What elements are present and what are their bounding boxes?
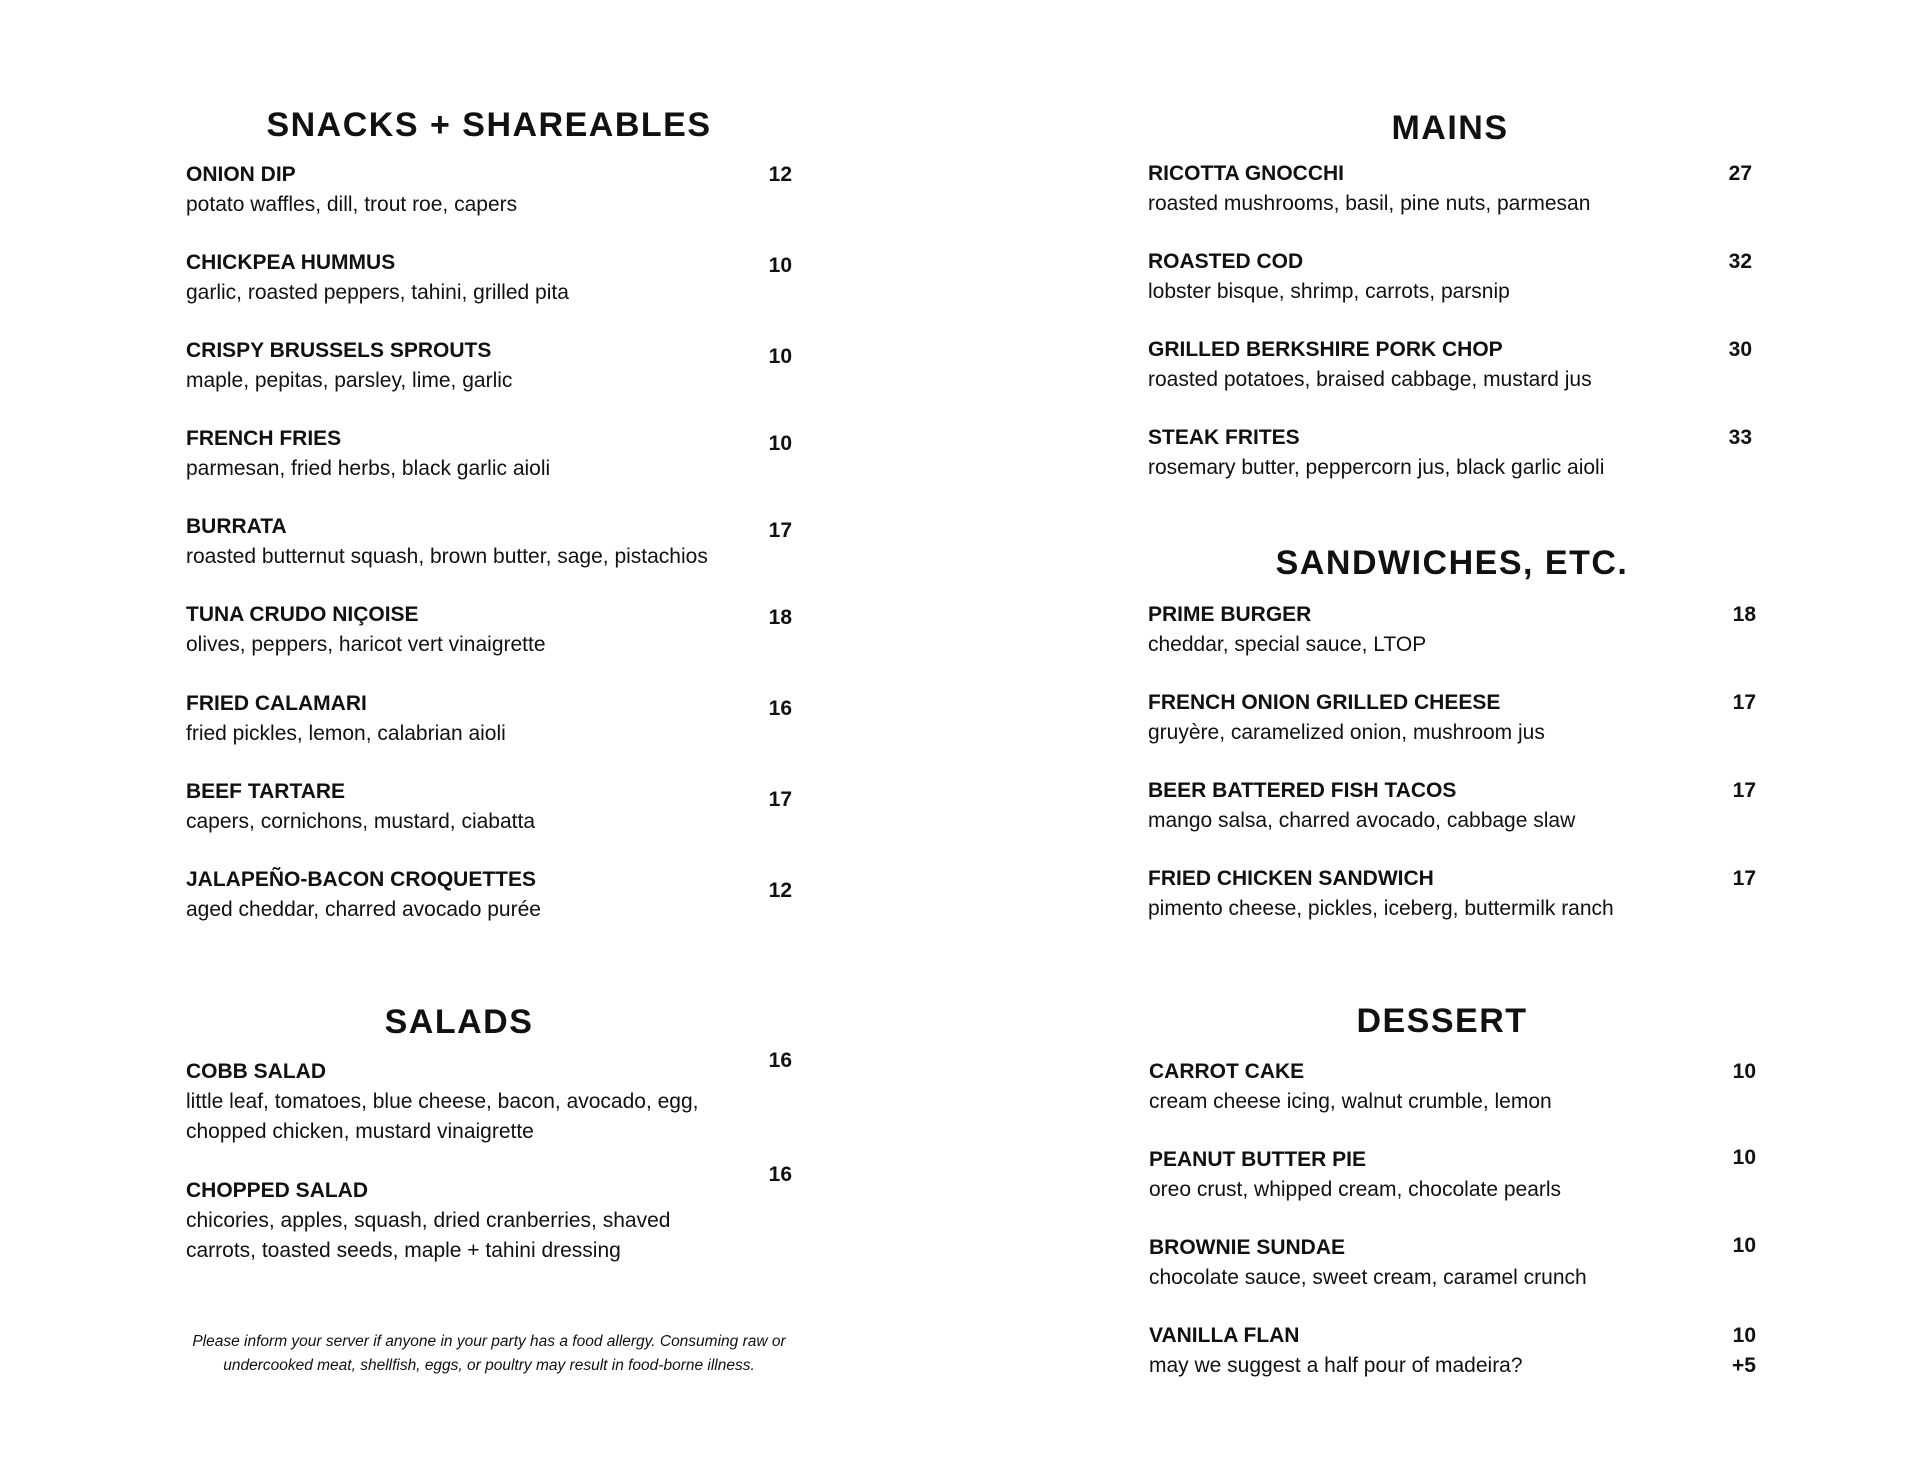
item-name: BROWNIE SUNDAE	[1149, 1236, 1346, 1259]
item-price: 10	[768, 432, 792, 455]
section-title-snacks: SNACKS + SHAREABLES	[266, 106, 712, 144]
item-price: 10	[1732, 1060, 1756, 1083]
item-name: CRISPY BRUSSELS SPROUTS	[186, 339, 492, 362]
item-price: 17	[768, 519, 792, 542]
item-name: RICOTTA GNOCCHI	[1148, 162, 1344, 185]
item-price: 10	[1732, 1234, 1756, 1257]
item-description: roasted potatoes, braised cabbage, mustard jus	[1148, 368, 1592, 391]
item-price: 33	[1728, 426, 1752, 449]
item-price: 18	[1732, 603, 1756, 626]
item-description: cheddar, special sauce, LTOP	[1148, 633, 1427, 656]
item-price: 10	[768, 345, 792, 368]
item-description: cream cheese icing, walnut crumble, lemon	[1149, 1090, 1552, 1113]
allergy-disclaimer: Please inform your server if anyone in your party has a food allergy. Consuming raw or undercooked meat, shellfish, eggs, or poultry may result in food-borne illness.	[192, 1333, 786, 1374]
item-description: little leaf, tomatoes, blue cheese, bacon, avocado, egg, chopped chicken, mustard vinaigrette	[186, 1090, 699, 1143]
item-description: capers, cornichons, mustard, ciabatta	[186, 810, 536, 833]
item-description: pimento cheese, pickles, iceberg, buttermilk ranch	[1148, 897, 1614, 920]
item-name: FRENCH ONION GRILLED CHEESE	[1148, 691, 1501, 714]
item-description: maple, pepitas, parsley, lime, garlic	[186, 369, 513, 392]
item-description: mango salsa, charred avocado, cabbage slaw	[1148, 809, 1576, 832]
item-price: 17	[1732, 867, 1756, 890]
menu-item	[186, 336, 792, 396]
item-name: PRIME BURGER	[1148, 603, 1312, 626]
item-name: TUNA CRUDO NIÇOISE	[186, 603, 419, 626]
menu-item	[186, 600, 792, 660]
item-price: 16	[768, 697, 792, 720]
menu-item	[186, 865, 792, 925]
item-name: FRIED CALAMARI	[186, 692, 367, 715]
section-title-sandwiches: SANDWICHES, ETC.	[1275, 544, 1629, 582]
item-price: 12	[768, 879, 792, 902]
menu-item	[1148, 776, 1756, 836]
item-description: potato waffles, dill, trout roe, capers	[186, 193, 518, 216]
item-price: 10	[1732, 1146, 1756, 1169]
item-name: CHICKPEA HUMMUS	[186, 251, 396, 274]
item-name: ROASTED COD	[1148, 250, 1304, 273]
section-title-dessert: DESSERT	[1356, 1002, 1528, 1040]
item-name: CARROT CAKE	[1149, 1060, 1305, 1083]
item-name: BEER BATTERED FISH TACOS	[1148, 779, 1457, 802]
section-sandwiches	[1148, 546, 1756, 926]
item-description: parmesan, fried herbs, black garlic aioli	[186, 457, 551, 480]
item-price: 17	[768, 788, 792, 811]
item-description: olives, peppers, haricot vert vinaigrette	[186, 633, 546, 656]
item-price: 27	[1728, 162, 1752, 185]
item-price-extra: +5	[1732, 1354, 1756, 1377]
item-name: PEANUT BUTTER PIE	[1149, 1148, 1367, 1171]
item-description: roasted butternut squash, brown butter, sage, pistachios	[186, 545, 708, 568]
menu-item	[186, 777, 792, 837]
menu-item	[1149, 1145, 1756, 1205]
item-description: roasted mushrooms, basil, pine nuts, parmesan	[1148, 192, 1591, 215]
menu-item	[186, 1049, 792, 1147]
item-name: VANILLA FLAN	[1149, 1324, 1300, 1347]
item-name: STEAK FRITES	[1148, 426, 1300, 449]
menu-item	[186, 248, 792, 308]
item-price: 18	[768, 606, 792, 629]
item-name: ONION DIP	[186, 163, 296, 186]
menu-item	[186, 512, 792, 572]
item-price-main: 10	[1732, 1324, 1756, 1347]
section-mains	[1148, 111, 1752, 491]
menu-item	[1148, 600, 1756, 660]
section-title-mains: MAINS	[1391, 109, 1509, 147]
item-name: FRIED CHICKEN SANDWICH	[1148, 867, 1434, 890]
item-price: 32	[1728, 250, 1752, 273]
item-price: 30	[1728, 338, 1752, 361]
item-name: CHOPPED SALAD	[186, 1179, 369, 1202]
item-description: lobster bisque, shrimp, carrots, parsnip	[1148, 280, 1510, 303]
item-price: 17	[1732, 691, 1756, 714]
menu-item	[1148, 688, 1756, 748]
item-price: 10	[768, 254, 792, 277]
item-description: gruyère, caramelized onion, mushroom jus	[1148, 721, 1545, 744]
item-price: 12	[768, 163, 792, 186]
item-price: 16	[768, 1163, 792, 1186]
menu-item	[1148, 247, 1752, 307]
item-description: rosemary butter, peppercorn jus, black garlic aioli	[1148, 456, 1605, 479]
item-price: 16	[768, 1049, 792, 1072]
menu-item	[186, 424, 792, 484]
item-name: JALAPEÑO-BACON CROQUETTES	[186, 868, 537, 891]
menu-item	[1149, 1321, 1756, 1381]
section-snacks	[186, 108, 792, 928]
item-name: FRENCH FRIES	[186, 427, 342, 450]
item-description: chocolate sauce, sweet cream, caramel crunch	[1149, 1266, 1587, 1289]
section-title-salads: SALADS	[384, 1003, 534, 1041]
item-price	[1732, 1321, 1756, 1381]
item-description: oreo crust, whipped cream, chocolate pearls	[1149, 1178, 1562, 1201]
menu-item	[1148, 864, 1756, 924]
item-name: BEEF TARTARE	[186, 780, 346, 803]
menu-item	[1148, 423, 1752, 483]
section-dessert	[1149, 1004, 1756, 1404]
item-description: aged cheddar, charred avocado purée	[186, 898, 541, 921]
item-description: chicories, apples, squash, dried cranberries, shaved carrots, toasted seeds, maple + tahini dressing	[186, 1209, 671, 1262]
menu-item	[186, 160, 792, 220]
section-salads	[186, 1005, 792, 1275]
item-name: COBB SALAD	[186, 1060, 326, 1083]
menu-item	[1149, 1057, 1756, 1117]
item-name: GRILLED BERKSHIRE PORK CHOP	[1148, 338, 1503, 361]
item-description: fried pickles, lemon, calabrian aioli	[186, 722, 506, 745]
menu-item	[1148, 335, 1752, 395]
menu-item	[186, 689, 792, 749]
menu-item	[1149, 1233, 1756, 1293]
menu-item	[1148, 159, 1752, 219]
item-price: 17	[1732, 779, 1756, 802]
item-description: may we suggest a half pour of madeira?	[1149, 1354, 1523, 1377]
item-description: garlic, roasted peppers, tahini, grilled pita	[186, 281, 569, 304]
menu-item	[186, 1163, 792, 1266]
item-name: BURRATA	[186, 515, 287, 538]
